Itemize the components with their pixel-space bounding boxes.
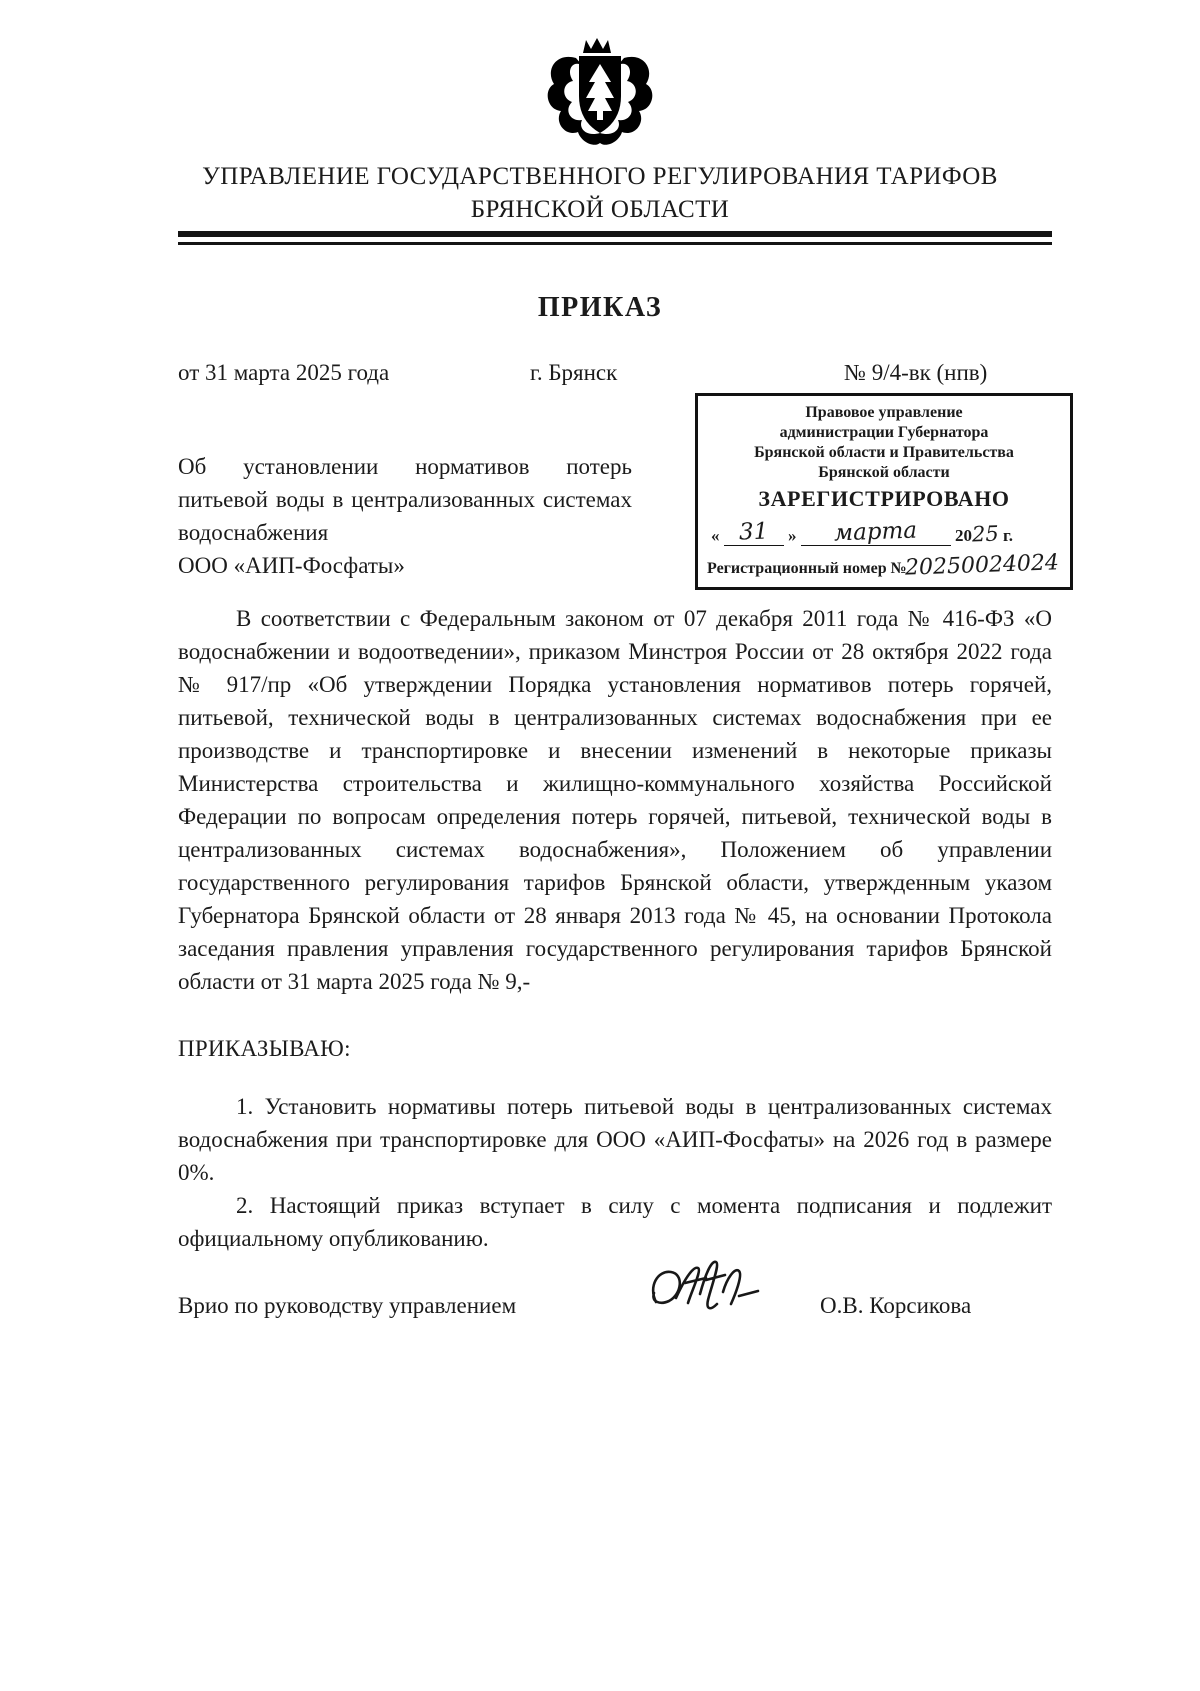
order-items: [178, 1090, 1052, 1255]
stamp-line: Брянской области: [818, 464, 950, 481]
stamp-day-blank: [724, 519, 784, 546]
handwritten-day: 31: [738, 518, 769, 546]
quote-close: »: [788, 526, 797, 545]
registration-stamp: [695, 393, 1073, 590]
stamp-registered-label: ЗАРЕГИСТРИРОВАНО: [758, 486, 1010, 511]
stamp-line: администрации Губернатора: [779, 424, 989, 441]
handwritten-registration-number: 20250024024: [904, 550, 1060, 581]
header-rule-thin: [178, 242, 1052, 245]
signatory-name: О.В. Корсикова: [820, 1293, 972, 1318]
header-rule-thick: [178, 231, 1052, 237]
quote-open: «: [711, 526, 720, 545]
stamp-month-blank: [801, 519, 951, 546]
registration-number-blank: [903, 550, 1061, 581]
subject-text: Об установлении нормативов потерь питьевой воды в централизованных системах водоснабжения: [178, 454, 632, 545]
order-item-2: 2. Настоящий приказ вступает в силу с момента подписания и подлежит официальному опубликованию.: [178, 1193, 1052, 1251]
stamp-line: Правовое управление: [805, 404, 963, 421]
stamp-year-prefix: 20: [955, 526, 972, 545]
coat-of-arms-icon: [540, 34, 660, 161]
handwritten-year: 25: [971, 521, 1000, 547]
document-title: ПРИКАЗ: [537, 292, 663, 323]
subject-block: [178, 450, 632, 582]
stamp-date-row: [707, 519, 1061, 546]
order-item-1: 1. Установить нормативы потерь питьевой воды в централизованных системах водоснабжения при транспортировке для ООО «АИП-Фосфаты» на 2026 год в размере 0%.: [178, 1094, 1052, 1185]
stamp-registration-number-row: [707, 550, 1061, 581]
org-name-line2: БРЯНСКОЙ ОБЛАСТИ: [470, 196, 730, 223]
org-header: [0, 160, 1200, 226]
org-name-line1: УПРАВЛЕНИЕ ГОСУДАРСТВЕННОГО РЕГУЛИРОВАНИЯ ТАРИФОВ: [202, 163, 998, 190]
body-paragraph: В соответствии с Федеральным законом от 07 декабря 2011 года № 416-ФЗ «О водоснабжении и водоотведении», приказом Минстроя России от 28 октября 2022 года № 917/пр «Об утверждении Порядка установления нормативов потерь горячей, питьевой, технической воды в централизованных системах водоснабжения при ее производстве и транспортировке и внесении изменений в некоторые приказы Министерства строительства и жилищно-коммунального хозяйства Российской Федерации по вопросам определения потерь горячей, питьевой, технической воды в централизованных системах водоснабжения», Положением об управлении государственного регулирования тарифов Брянской области, утвержденным указом Губернатора Брянской области от 28 января 2013 года № 45, на основании Протокола заседания правления управления государственного регулирования тарифов Брянской области от 31 марта 2025 года № 9,-: [178, 606, 1052, 994]
signatory-position: Врио по руководству управлением: [178, 1293, 517, 1318]
handwritten-month: марта: [833, 517, 918, 547]
order-label: ПРИКАЗЫВАЮ:: [178, 1036, 351, 1061]
document-city: г. Брянск: [530, 360, 618, 385]
document-number: № 9/4-вк (нпв): [844, 360, 988, 385]
registration-number-label: Регистрационный номер №: [707, 560, 907, 577]
subject-org: ООО «АИП-Фосфаты»: [178, 553, 405, 578]
stamp-line: Брянской области и Правительства: [754, 444, 1014, 461]
date-row: [178, 360, 1052, 392]
document-date: от 31 марта 2025 года: [178, 360, 390, 385]
stamp-year-suffix: г.: [1002, 526, 1014, 545]
signature-autograph: [638, 1252, 788, 1337]
